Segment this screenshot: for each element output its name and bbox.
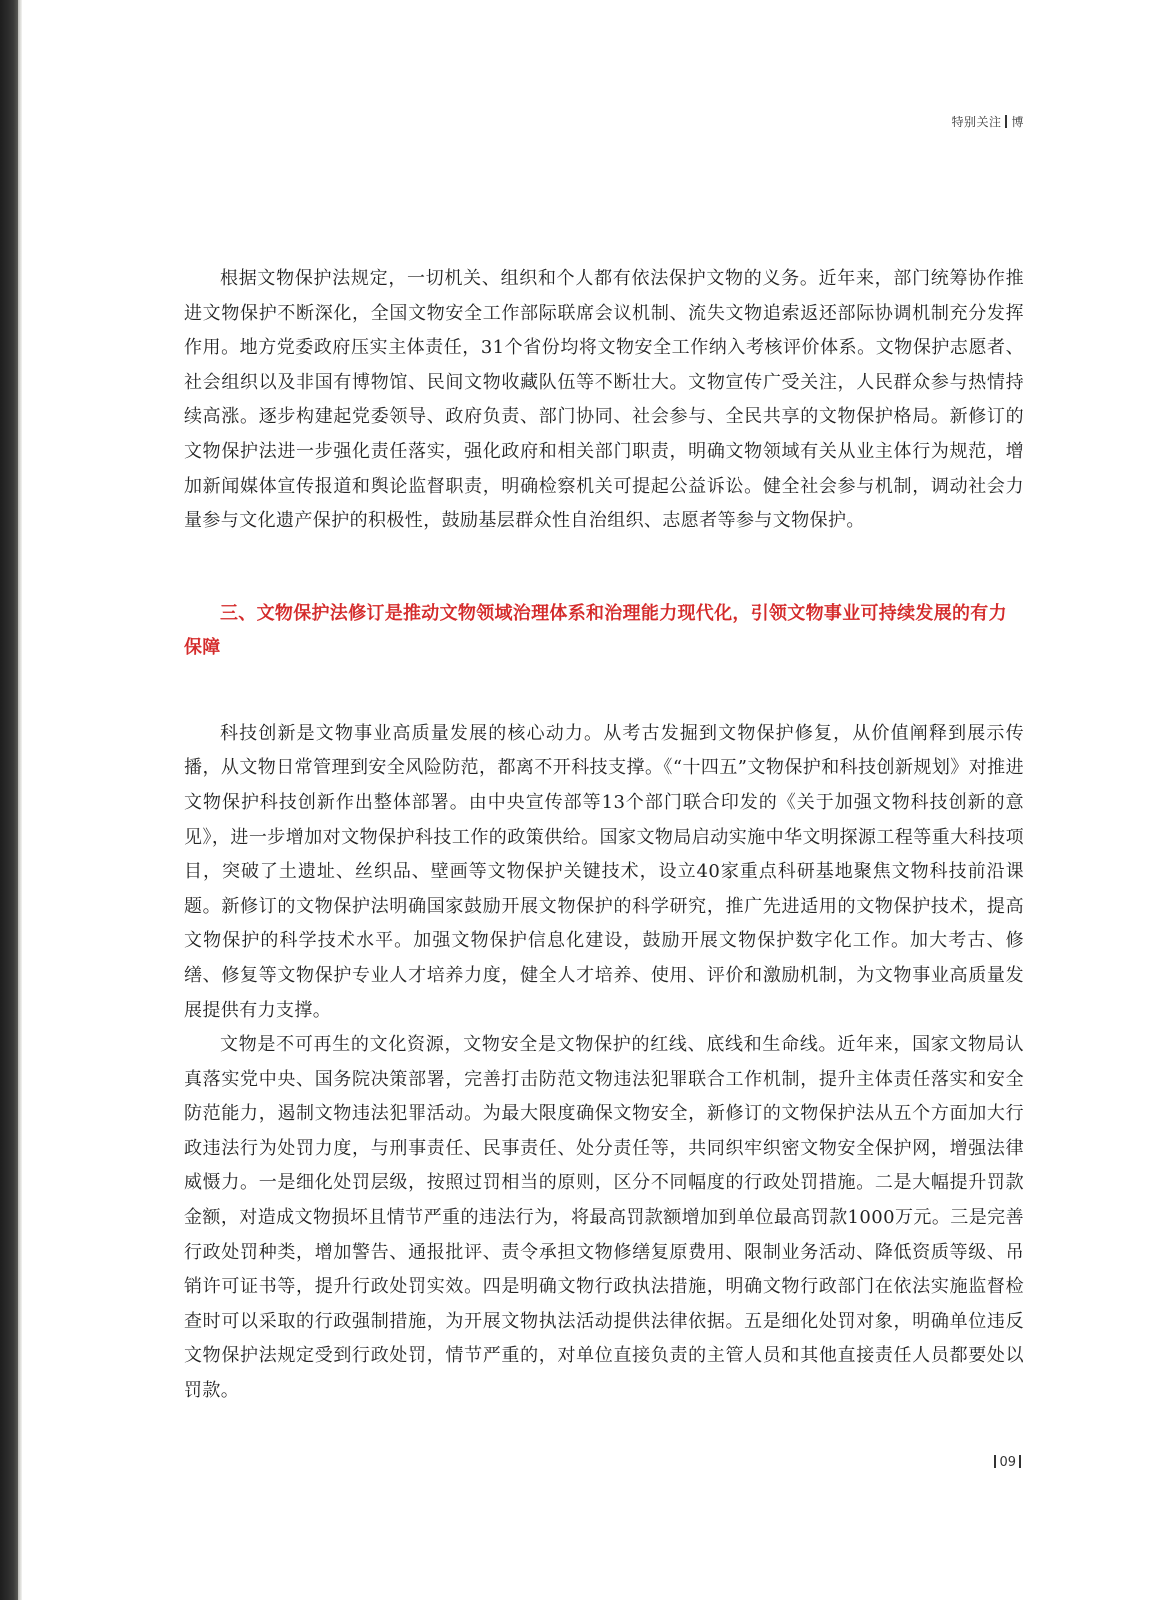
running-header [951,113,1024,130]
body-paragraph: 根据文物保护法规定，一切机关、组织和个人都有依法保护文物的义务。近年来，部门统筹协作推进文物保护不断深化，全国文物安全工作部际联席会议机制、流失文物追索返还部际协调机制充分发挥作用。地方党委政府压实主体责任，31个省份均将文物安全工作纳入考核评价体系。文物保护志愿者、社会组织以及非国有博物馆、民间文物收藏队伍等不断壮大。文物宣传广受关注，人民群众参与热情持续高涨。逐步构建起党委领导、政府负责、部门协同、社会参与、全民共享的文物保护格局。新修订的文物保护法进一步强化责任落实，强化政府和相关部门职责，明确文物领域有关从业主体行为规范，增加新闻媒体宣传报道和舆论监督职责，明确检察机关可提起公益诉讼。健全社会参与机制，调动社会力量参与文化遗产保护的积极性，鼓励基层群众性自治组织、志愿者等参与文物保护。 [184,268,1024,532]
header-column: 博 [1011,115,1024,129]
page-number-right-bar [1019,1455,1021,1468]
page-number-text: 09 [999,1455,1016,1470]
header-section: 特别关注 [951,115,1002,129]
header-divider [1005,115,1007,128]
page-number [991,1455,1024,1470]
page-number-left-bar [994,1455,996,1468]
section-heading: 三、文物保护法修订是推动文物领域治理体系和治理能力现代化，引领文物事业可持续发展的有力保障 [184,602,1007,658]
body-paragraph: 文物是不可再生的文化资源，文物安全是文物保护的红线、底线和生命线。近年来，国家文物局认真落实党中央、国务院决策部署，完善打击防范文物违法犯罪联合工作机制，提升主体责任落实和安全防范能力，遏制文物违法犯罪活动。为最大限度确保文物安全，新修订的文物保护法从五个方面加大行政违法行为处罚力度，与刑事责任、民事责任、处分责任等，共同织牢织密文物安全保护网，增强法律威慑力。一是细化处罚层级，按照过罚相当的原则，区分不同幅度的行政处罚措施。二是大幅提升罚款金额，对造成文物损坏且情节严重的违法行为，将最高罚款额增加到单位最高罚款1000万元。三是完善行政处罚种类，增加警告、通报批评、责令承担文物修缮复原费用、限制业务活动、降低资质等级、吊销许可证书等，提升行政处罚实效。四是明确文物行政执法措施，明确文物行政部门在依法实施监督检查时可以采取的行政强制措施，为开展文物执法活动提供法律依据。五是细化处罚对象，明确单位违反文物保护法规定受到行政处罚，情节严重的，对单位直接负责的主管人员和其他直接责任人员都要处以罚款。 [184,1034,1024,1402]
page-gutter [18,0,22,1600]
article-body [184,262,1024,1409]
body-paragraph: 科技创新是文物事业高质量发展的核心动力。从考古发掘到文物保护修复，从价值阐释到展示传播，从文物日常管理到安全风险防范，都离不开科技支撑。《“十四五”文物保护和科技创新规划》对推进文物保护科技创新作出整体部署。由中央宣传部等13个部门联合印发的《关于加强文物科技创新的意见》，进一步增加对文物保护科技工作的政策供给。国家文物局启动实施中华文明探源工程等重大科技项目，突破了土遗址、丝织品、壁画等文物保护关键技术，设立40家重点科研基地聚焦文物科技前沿课题。新修订的文物保护法明确国家鼓励开展文物保护的科学研究，推广先进适用的文物保护技术，提高文物保护的科学技术水平。加强文物保护信息化建设，鼓励开展文物保护数字化工作。加大考古、修缮、修复等文物保护专业人才培养力度，健全人才培养、使用、评价和激励机制，为文物事业高质量发展提供有力支撑。 [184,722,1024,1021]
book-spine-shadow [0,0,18,1600]
